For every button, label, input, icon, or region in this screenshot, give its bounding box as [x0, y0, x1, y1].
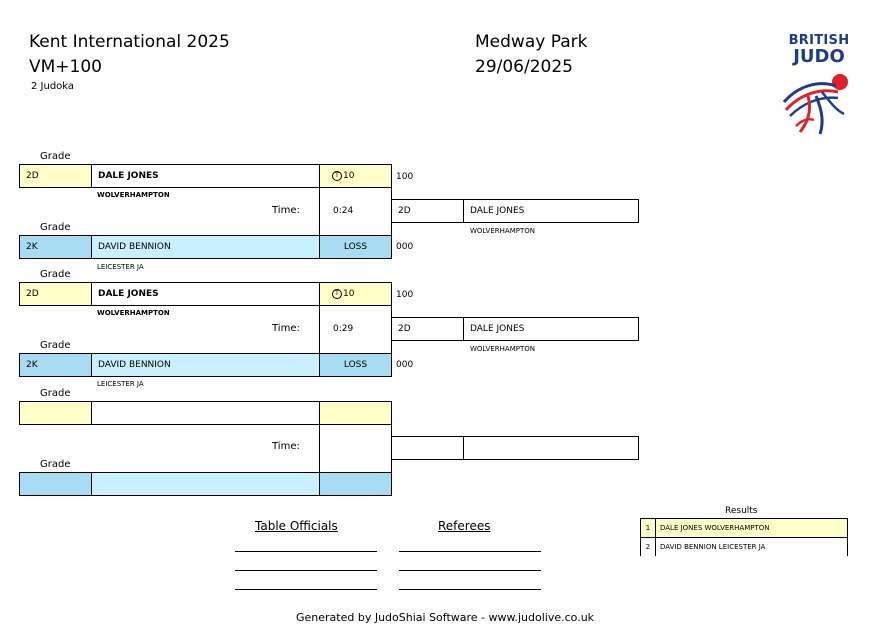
blue-info-cell: LOSS — [319, 235, 392, 259]
winner-name-cell: DALE JONES — [463, 199, 639, 223]
logo-text-line2: JUDO — [793, 46, 845, 67]
grade-label: Grade — [40, 459, 71, 470]
winner-grade-cell: 2D — [391, 199, 465, 223]
time-label: Time: — [272, 323, 300, 334]
signature-line — [399, 570, 541, 571]
blue-name-cell: DAVID BENNION — [91, 235, 321, 259]
winner-club: WOLVERHAMPTON — [470, 345, 535, 353]
result-place: 1 — [641, 519, 656, 537]
white-name-cell — [91, 401, 321, 425]
white-info-cell — [319, 282, 392, 306]
result-text: DALE JONES WOLVERHAMPTON — [660, 524, 770, 532]
referees-heading: Referees — [438, 519, 491, 533]
british-judo-logo — [778, 34, 860, 142]
grade-label: Grade — [40, 151, 71, 162]
result-place: 2 — [641, 538, 656, 556]
blue-name-cell — [91, 472, 321, 496]
white-club: WOLVERHAMPTON — [97, 309, 170, 317]
white-name-cell: DALE JONES — [91, 164, 321, 188]
white-score: 100 — [396, 290, 414, 300]
white-grade-cell: 2D — [19, 282, 93, 306]
blue-score: 000 — [396, 360, 414, 370]
blue-grade-cell: 2K — [19, 353, 93, 377]
white-info-text: 10 — [343, 289, 355, 299]
blue-score: 000 — [396, 242, 414, 252]
date-label: 29/06/2025 — [475, 57, 573, 77]
footer-text: Generated by JudoShiai Software - www.judolive.co.uk — [296, 611, 595, 624]
time-label: Time: — [272, 205, 300, 216]
signature-line — [235, 570, 377, 571]
table-officials-heading: Table Officials — [255, 519, 338, 533]
winner-club: WOLVERHAMPTON — [470, 227, 535, 235]
blue-info-cell: LOSS — [319, 353, 392, 377]
tournament-title: Kent International 2025 — [29, 32, 230, 52]
grade-label: Grade — [40, 269, 71, 280]
winner-name-cell: DALE JONES — [463, 317, 639, 341]
results-title: Results — [725, 506, 758, 516]
blue-club: LEICESTER JA — [97, 380, 144, 388]
grade-label: Grade — [40, 340, 71, 351]
signature-line — [399, 589, 541, 590]
judo-figure-icon — [778, 66, 860, 138]
blue-grade-cell: 2K — [19, 235, 93, 259]
white-grade-cell — [19, 401, 93, 425]
grade-label: Grade — [40, 222, 71, 233]
results-row — [641, 538, 847, 556]
results-row — [641, 519, 847, 538]
white-club: WOLVERHAMPTON — [97, 191, 170, 199]
match-time: 0:29 — [333, 324, 354, 334]
logo-text-line1: BRITISH — [788, 33, 850, 48]
white-name-cell: DALE JONES — [91, 282, 321, 306]
signature-line — [399, 551, 541, 552]
blue-name-cell: DAVID BENNION — [91, 353, 321, 377]
osaekomi-icon: T — [332, 171, 342, 181]
white-info-cell — [319, 164, 392, 188]
venue-label: Medway Park — [475, 32, 588, 52]
results-table — [640, 518, 848, 556]
category-label: VM+100 — [29, 57, 102, 77]
signature-line — [235, 551, 377, 552]
winner-name-cell — [463, 436, 639, 460]
winner-grade-cell: 2D — [391, 317, 465, 341]
white-info-text: 10 — [343, 171, 355, 181]
white-grade-cell: 2D — [19, 164, 93, 188]
competitor-count: 2 Judoka — [31, 81, 75, 92]
grade-label: Grade — [40, 388, 71, 399]
blue-club: LEICESTER JA — [97, 263, 144, 271]
signature-line — [235, 589, 377, 590]
white-info-cell — [319, 401, 392, 425]
blue-grade-cell — [19, 472, 93, 496]
result-text: DAVID BENNION LEICESTER JA — [660, 543, 766, 551]
time-label: Time: — [272, 441, 300, 452]
match-time: 0:24 — [333, 206, 354, 216]
winner-grade-cell — [391, 436, 465, 460]
osaekomi-icon: T — [332, 289, 342, 299]
white-score: 100 — [396, 172, 414, 182]
blue-info-cell — [319, 472, 392, 496]
